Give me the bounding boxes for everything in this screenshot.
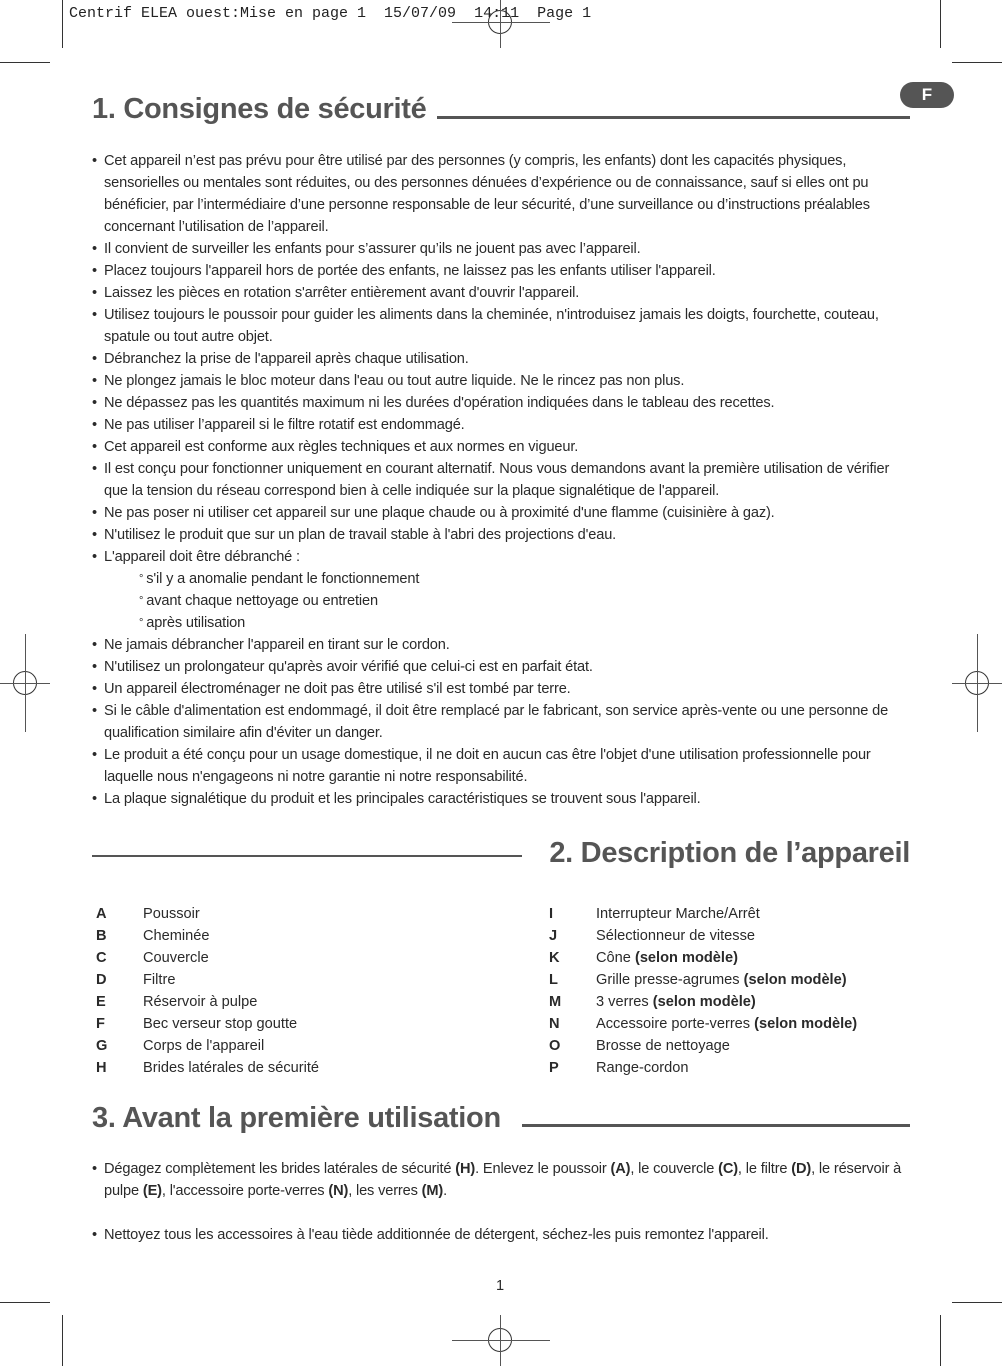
list-item [92,546,912,568]
list-item [92,282,912,304]
part-letter: L [549,972,558,988]
part-label: Bec verseur stop goutte [143,1016,298,1032]
list-item [92,436,912,458]
part-label: Grille presse-agrumes (selon modèle) [596,972,847,988]
bold-reference: (D) [791,1161,812,1177]
part-row [545,1013,857,1035]
section2-title: 2. Description de l’appareil [549,837,910,869]
part-label: Réservoir à pulpe [143,994,258,1010]
part-note: (selon modèle) [652,994,756,1010]
bold-reference: (E) [142,1183,162,1199]
part-letter: C [96,950,107,966]
part-row [92,947,319,969]
part-label: Sélectionneur de vitesse [596,928,756,944]
list-item [92,392,912,414]
section2-rule [92,855,522,857]
text-segment: N'utilisez un prolongateur qu'après avoir vérifié que celui-ci est en parfait état. [104,659,593,675]
list-item [92,1224,912,1246]
text-segment: Ne pas utiliser l’appareil si le filtre rotatif est endommagé. [104,417,465,433]
sub-list-item: ° après utilisation [92,612,912,634]
part-row [92,903,319,925]
part-row [545,1035,857,1057]
print-slug: Centrif ELEA ouest:Mise en page 1 15/07/09 14:11 Page 1 [69,5,592,22]
text-segment: Cet appareil n’est pas prévu pour être utilisé par des personnes (y compris, les enfants) dont les capacités physiques, sensorielles ou mentales sont réduites, ou des personnes dénuées d’expérience ou de connaissance, sauf si elles ont pu bénéficier, par l’intermédiaire d’une personne responsable de leur sécurité, d’une surveillance ou d’instructions préalables concernant l’utilisation de l’appareil. [104,153,870,235]
text-segment: Il est conçu pour fonctionner uniquement en courant alternatif. Nous vous demandons avant la première utilisation de vérifier que la tension du réseau correspond bien à celle indiquée sur la plaque signalétique de l'appareil. [104,461,890,499]
section1-rule [437,116,910,119]
text-segment: L'appareil doit être débranché : [104,549,300,565]
bold-reference: (N) [328,1183,349,1199]
list-item [92,458,912,502]
list-item [92,656,912,678]
sub-list-item: ° s'il y a anomalie pendant le fonctionnement [92,568,912,590]
text-segment: Si le câble d'alimentation est endommagé, il doit être remplacé par le fabricant, son service après-vente ou une personne de qualification similaire afin d'éviter un danger. [104,703,889,741]
part-label: Cône (selon modèle) [596,950,738,966]
part-row [92,1035,319,1057]
text-segment: N'utilisez le produit que sur un plan de travail stable à l'abri des projections d'eau. [104,527,617,543]
crop-mark [940,1315,941,1366]
parts-list-left [92,903,319,1079]
text-segment: Cet appareil est conforme aux règles techniques et aux normes en vigueur. [104,439,579,455]
part-label: Accessoire porte-verres (selon modèle) [596,1016,858,1032]
part-row [92,1057,319,1079]
bold-reference: (H) [455,1161,476,1177]
text-segment: , l'accessoire porte-verres [161,1183,329,1199]
list-item [92,304,912,348]
text-segment: . Enlevez le poussoir [475,1161,611,1177]
list-item [92,150,912,238]
part-row [545,991,857,1013]
text-segment: Ne pas poser ni utiliser cet appareil sur une plaque chaude ou à proximité d'une flamme (cuisinière à gaz). [104,505,775,521]
text-segment: Un appareil électroménager ne doit pas être utilisé s'il est tombé par terre. [104,681,571,697]
section1-list [92,150,912,810]
part-letter: K [549,950,560,966]
part-label: Corps de l'appareil [143,1038,265,1054]
list-item [92,502,912,524]
part-row [545,1057,857,1079]
text-segment: , le filtre [737,1161,792,1177]
part-letter: A [96,906,107,922]
part-letter: F [96,1016,105,1032]
text-segment: Placez toujours l'appareil hors de portée des enfants, ne laissez pas les enfants utiliser l'appareil. [104,263,716,279]
part-row [92,925,319,947]
section3-title: 3. Avant la première utilisation [92,1102,501,1134]
part-label: Brides latérales de sécurité [143,1060,320,1076]
part-letter: B [96,928,107,944]
part-letter: J [549,928,558,944]
language-badge: F [900,82,954,108]
part-label: Poussoir [143,906,200,922]
part-row [545,925,857,947]
text-segment: . [443,1183,448,1199]
part-letter: E [96,994,106,1010]
crop-mark [62,1315,63,1366]
bold-reference: (A) [610,1161,631,1177]
text-segment: , les verres [348,1183,422,1199]
part-label: Couvercle [143,950,209,966]
text-segment: La plaque signalétique du produit et les principales caractéristiques se trouvent sous l'appareil. [104,791,701,807]
list-item [92,238,912,260]
text-segment: Ne dépassez pas les quantités maximum ni les durées d'opération indiquées dans le tableau des recettes. [104,395,775,411]
text-segment: , le couvercle [630,1161,719,1177]
part-label: Filtre [143,972,176,988]
list-item [92,260,912,282]
bold-reference: (C) [718,1161,738,1177]
list-item [92,414,912,436]
part-label: Range-cordon [596,1060,689,1076]
part-letter: I [549,906,554,922]
bold-reference: (M) [421,1183,444,1199]
text-segment: Débranchez la prise de l'appareil après chaque utilisation. [104,351,469,367]
crop-mark [952,1302,1002,1303]
sub-list-item: ° avant chaque nettoyage ou entretien [92,590,912,612]
part-label: Cheminée [143,928,210,944]
list-item [92,700,912,744]
part-note: (selon modèle) [743,972,847,988]
part-note: (selon modèle) [754,1016,858,1032]
parts-list-right [545,903,857,1079]
part-row [545,969,857,991]
crop-mark [0,1302,50,1303]
part-letter: M [549,994,562,1010]
text-segment: Laissez les pièces en rotation s'arrêter entièrement avant d'ouvrir l'appareil. [104,285,580,301]
part-label: 3 verres (selon modèle) [596,994,756,1010]
part-letter: N [549,1016,560,1032]
part-row [545,947,857,969]
page-number: 1 [496,1278,505,1294]
text-segment: Nettoyez tous les accessoires à l'eau tiède additionnée de détergent, séchez-les puis remontez l'appareil. [104,1227,769,1243]
text-segment: Utilisez toujours le poussoir pour guider les aliments dans la cheminée, n'introduisez jamais les doigts, fourchette, couteau, spatule ou tout autre objet. [104,307,879,345]
crop-mark [952,62,1002,63]
part-row [92,1013,319,1035]
list-item [92,524,912,546]
part-row [92,969,319,991]
list-item [92,348,912,370]
section3-rule [522,1124,910,1127]
part-letter: D [96,972,107,988]
part-label: Brosse de nettoyage [596,1038,730,1054]
part-row [545,903,857,925]
text-segment: Ne jamais débrancher l'appareil en tirant sur le cordon. [104,637,450,653]
text-segment: , le réservoir à pulpe [104,1161,902,1199]
part-letter: G [96,1038,108,1054]
text-segment: Le produit a été conçu pour un usage domestique, il ne doit en aucun cas être l'objet d'une utilisation professionnelle pour laquelle nous n'engageons ni notre garantie ni notre responsabilité. [104,747,871,785]
part-letter: P [549,1060,559,1076]
part-label: Interrupteur Marche/Arrêt [596,906,760,922]
crop-mark [62,0,63,48]
part-row [92,991,319,1013]
section3-list [92,1158,912,1246]
crop-mark [940,0,941,48]
crop-mark [0,62,50,63]
list-item [92,788,912,810]
list-item [92,744,912,788]
list-item [92,1158,912,1202]
section1-title: 1. Consignes de sécurité [92,93,427,125]
list-item [92,370,912,392]
text-segment: Ne plongez jamais le bloc moteur dans l'eau ou tout autre liquide. Ne le rincez pas non plus. [104,373,685,389]
part-letter: O [549,1038,561,1054]
list-item [92,678,912,700]
list-item [92,634,912,656]
part-note: (selon modèle) [634,950,738,966]
part-letter: H [96,1060,107,1076]
text-segment: Il convient de surveiller les enfants pour s’assurer qu’ils ne jouent pas avec l’appareil. [104,241,641,257]
text-segment: Dégagez complètement les brides latérales de sécurité [104,1161,456,1177]
